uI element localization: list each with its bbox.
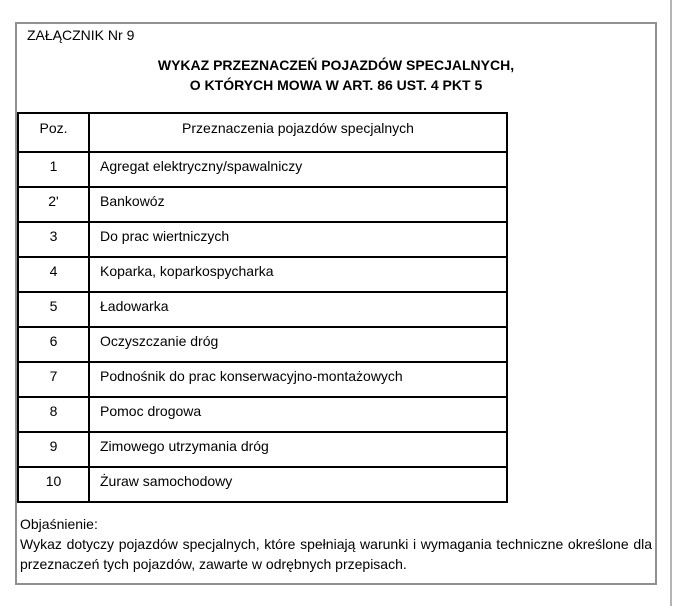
row-position: 3	[18, 222, 89, 257]
row-position: 7	[18, 362, 89, 397]
special-vehicles-table	[17, 112, 508, 503]
row-position: 1	[18, 152, 89, 187]
table-row	[18, 257, 507, 292]
row-position: 5	[18, 292, 89, 327]
row-position: 9	[18, 432, 89, 467]
row-purpose: Żuraw samochodowy	[89, 467, 507, 502]
column-header-purpose: Przeznaczenia pojazdów specjalnych	[89, 113, 507, 152]
row-position: 8	[18, 397, 89, 432]
row-purpose: Podnośnik do prac konserwacyjno-montażowych	[89, 362, 507, 397]
row-position: 4	[18, 257, 89, 292]
row-purpose: Zimowego utrzymania dróg	[89, 432, 507, 467]
column-header-poz: Poz.	[18, 113, 89, 152]
explanation-note	[20, 514, 652, 574]
document-title-line1: WYKAZ PRZEZNACZEŃ POJAZDÓW SPECJALNYCH,	[157, 57, 515, 73]
table-row	[18, 327, 507, 362]
image-edge-line	[670, 0, 672, 606]
row-purpose: Koparka, koparkospycharka	[89, 257, 507, 292]
table-row	[18, 467, 507, 502]
table-header-row	[18, 113, 507, 152]
row-position: 6	[18, 327, 89, 362]
row-purpose: Ładowarka	[89, 292, 507, 327]
table-row	[18, 292, 507, 327]
table-row	[18, 397, 507, 432]
table-row	[18, 432, 507, 467]
row-purpose: Agregat elektryczny/spawalniczy	[89, 152, 507, 187]
document-title	[15, 55, 657, 95]
row-purpose: Do prac wiertniczych	[89, 222, 507, 257]
table-row	[18, 152, 507, 187]
table-row	[18, 222, 507, 257]
table-row	[18, 187, 507, 222]
row-purpose: Pomoc drogowa	[89, 397, 507, 432]
explanation-label: Objaśnienie:	[20, 516, 98, 532]
row-position: 10	[18, 467, 89, 502]
row-purpose: Oczyszczanie dróg	[89, 327, 507, 362]
row-purpose: Bankowóz	[89, 187, 507, 222]
attachment-number-label: ZAŁĄCZNIK Nr 9	[27, 27, 135, 43]
document-title-line2: O KTÓRYCH MOWA W ART. 86 UST. 4 PKT 5	[189, 77, 483, 93]
explanation-text: Wykaz dotyczy pojazdów specjalnych, które spełniają warunki i wymagania techniczne określone dla przeznaczeń tych pojazdów, zawarte w odrębnych przepisach.	[20, 536, 652, 572]
table-row	[18, 362, 507, 397]
row-position: 2'	[18, 187, 89, 222]
